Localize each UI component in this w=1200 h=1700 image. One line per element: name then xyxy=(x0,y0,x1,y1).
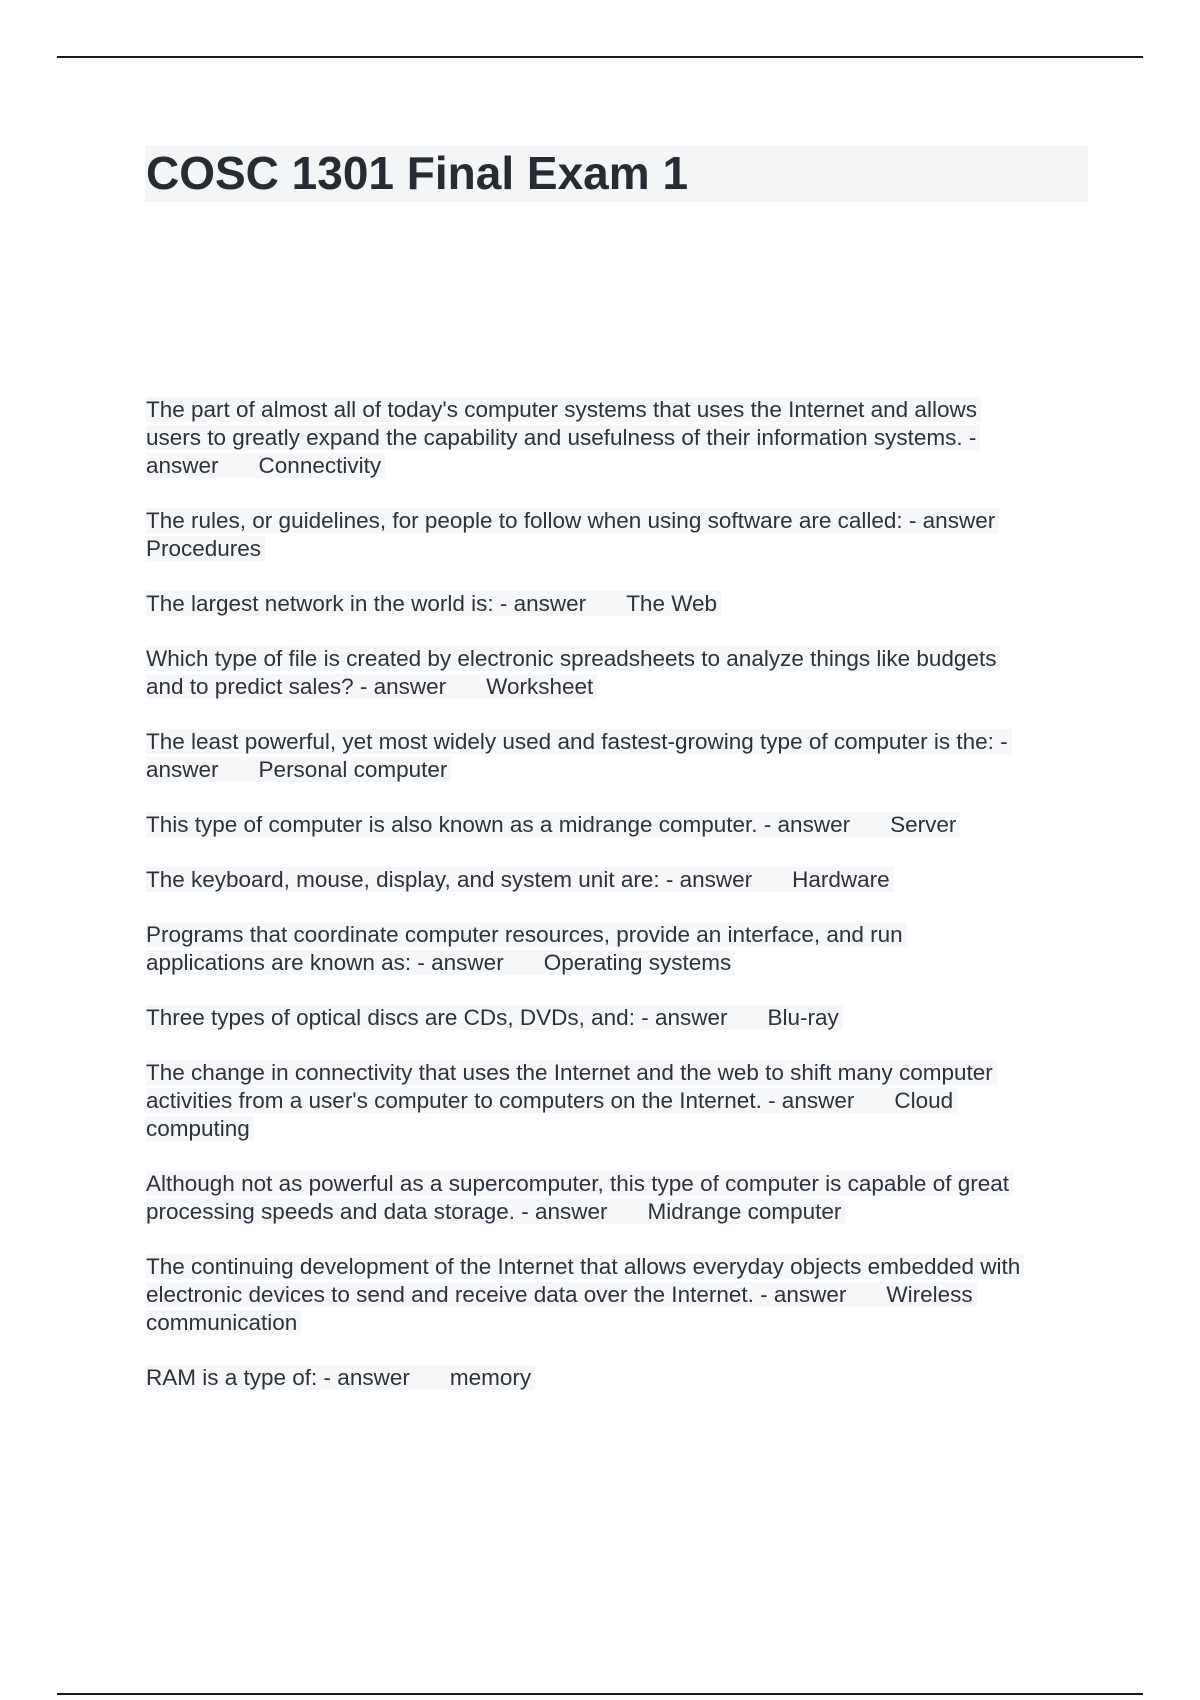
question-line: The change in connectivity that uses the Internet and the web to shift many computer xyxy=(146,1059,1091,1087)
qa-list xyxy=(146,396,1091,1419)
answer-text: Hardware xyxy=(792,867,890,892)
question-line: The continuing development of the Internet that allows everyday objects embedded with xyxy=(146,1253,1091,1281)
answer-text: Worksheet xyxy=(486,674,594,699)
answer-text: Personal computer xyxy=(258,757,448,782)
answer-line xyxy=(146,1115,1091,1143)
qa-item xyxy=(146,590,1091,618)
page-title: COSC 1301 Final Exam 1 xyxy=(146,147,689,199)
answer-text: Cloud xyxy=(894,1088,954,1113)
answer-text: The Web xyxy=(626,591,718,616)
question-line: Which type of file is created by electronic spreadsheets to analyze things like budgets xyxy=(146,645,1091,673)
question-line: The rules, or guidelines, for people to follow when using software are called: - answer xyxy=(146,507,1091,535)
question-line: Programs that coordinate computer resources, provide an interface, and run xyxy=(146,921,1091,949)
question-line: The largest network in the world is: - answer The Web xyxy=(146,590,1091,618)
question-line: processing speeds and data storage. - answer Midrange computer xyxy=(146,1198,1091,1226)
answer-line xyxy=(146,1309,1091,1337)
question-line: The keyboard, mouse, display, and system unit are: - answer Hardware xyxy=(146,866,1091,894)
question-line: users to greatly expand the capability and usefulness of their information systems. - xyxy=(146,424,1091,452)
qa-item xyxy=(146,866,1091,894)
qa-item xyxy=(146,1170,1091,1226)
answer-continuation: computing xyxy=(146,1116,250,1141)
top-rule xyxy=(57,56,1143,58)
qa-item xyxy=(146,728,1091,784)
question-line: The part of almost all of today's computer systems that uses the Internet and allows xyxy=(146,396,1091,424)
answer-text: Operating systems xyxy=(543,950,732,975)
question-line: applications are known as: - answer Operating systems xyxy=(146,949,1091,977)
answer-text: Procedures xyxy=(146,536,262,561)
question-line: This type of computer is also known as a midrange computer. - answer Server xyxy=(146,811,1091,839)
question-line: The least powerful, yet most widely used and fastest-growing type of computer is the: - xyxy=(146,728,1091,756)
qa-item xyxy=(146,1253,1091,1337)
question-line: answer Connectivity xyxy=(146,452,1091,480)
qa-item xyxy=(146,507,1091,563)
answer-text: Connectivity xyxy=(258,453,382,478)
bottom-rule xyxy=(57,1693,1143,1695)
qa-item xyxy=(146,645,1091,701)
question-line: RAM is a type of: - answer memory xyxy=(146,1364,1091,1392)
answer-line xyxy=(146,535,1091,563)
qa-item xyxy=(146,811,1091,839)
qa-item xyxy=(146,1364,1091,1392)
qa-item xyxy=(146,1004,1091,1032)
answer-text: Midrange computer xyxy=(647,1199,842,1224)
answer-text: Server xyxy=(890,812,957,837)
question-line: Three types of optical discs are CDs, DVDs, and: - answer Blu-ray xyxy=(146,1004,1091,1032)
question-line: electronic devices to send and receive data over the Internet. - answer Wireless xyxy=(146,1281,1091,1309)
question-line: and to predict sales? - answer Worksheet xyxy=(146,673,1091,701)
answer-text: memory xyxy=(449,1365,532,1390)
question-line: answer Personal computer xyxy=(146,756,1091,784)
qa-item xyxy=(146,396,1091,480)
answer-text: Blu-ray xyxy=(767,1005,839,1030)
question-line: Although not as powerful as a supercomputer, this type of computer is capable of great xyxy=(146,1170,1091,1198)
answer-text: Wireless xyxy=(886,1282,973,1307)
answer-continuation: communication xyxy=(146,1310,298,1335)
question-line: activities from a user's computer to computers on the Internet. - answer Cloud xyxy=(146,1087,1091,1115)
qa-item xyxy=(146,921,1091,977)
qa-item xyxy=(146,1059,1091,1143)
